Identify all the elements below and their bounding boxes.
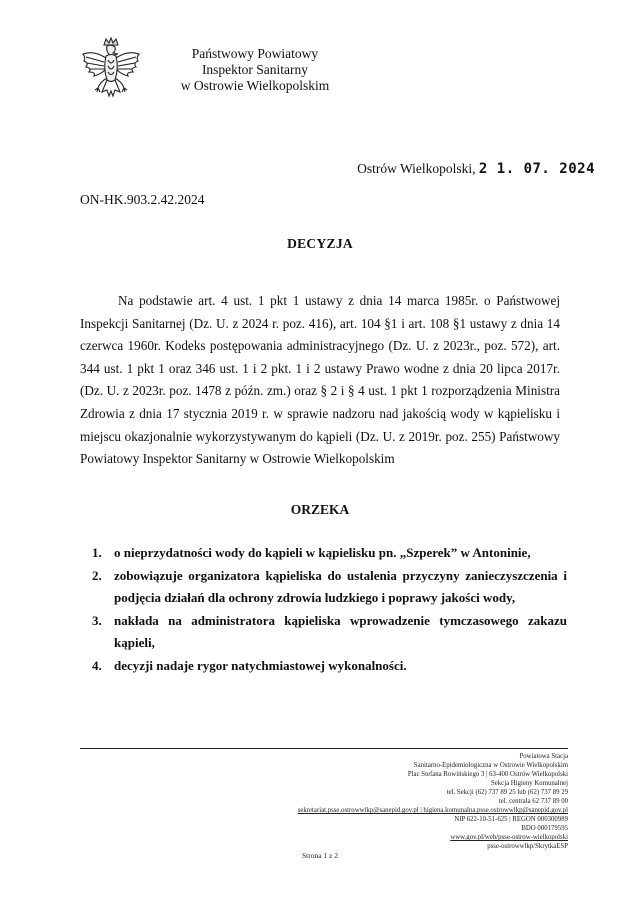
item-number: 4. xyxy=(92,657,102,673)
footer-contact xyxy=(268,752,568,851)
ruling-heading: ORZEKA xyxy=(290,502,350,517)
place-and-date xyxy=(357,161,595,177)
list-item xyxy=(92,610,567,655)
email-links[interactable]: sekretariat.psse.ostrowwlkp@sanepid.gov.pl | higiena.komunalna.psse.ostrowwlkp@sanepid.gov.pl xyxy=(297,807,568,814)
item-text: o nieprzydatności wody do kąpieli w kąpielisku pn. „Szperek” w Antoninie, xyxy=(114,545,531,560)
issuing-authority xyxy=(160,46,350,94)
authority-line: w Ostrowie Wielkopolskim xyxy=(180,78,330,93)
item-text: nakłada na administratora kąpieliska wprowadzenie tymczasowego zakazu kąpieli, xyxy=(114,612,567,650)
station-full-name: Sanitarno-Epidemiologiczna w Ostrowie Wielkopolskim xyxy=(413,762,568,769)
central-phone: tel. centrala 62 737 89 00 xyxy=(498,798,568,805)
reference-number: ON-HK.903.2.42.2024 xyxy=(80,192,205,207)
polish-eagle-emblem-icon xyxy=(80,36,142,102)
item-text: zobowiązuje organizatora kąpieliska do ustalenia przyczyny zanieczyszczenia i podjęcia działań dla ochrony zdrowia ludzkiego i poprawy jakości wody, xyxy=(114,567,567,605)
item-number: 1. xyxy=(92,545,102,560)
item-number: 2. xyxy=(92,567,102,583)
station-address: Plac Stefana Rowińskiego 3 | 63-400 Ostrów Wielkopolski xyxy=(407,771,568,778)
list-item xyxy=(92,565,567,610)
document-title: DECYZJA xyxy=(287,236,353,251)
item-number: 3. xyxy=(92,612,102,628)
list-item xyxy=(92,655,567,678)
item-text: decyzji nadaje rygor natychmiastowej wykonalności. xyxy=(114,657,407,673)
authority-line: Inspektor Sanitarny xyxy=(201,62,309,77)
website-link[interactable]: www.gov.pl/web/psse-ostrow-wielkopolski xyxy=(450,834,568,841)
legal-basis-paragraph: Na podstawie art. 4 ust. 1 pkt 1 ustawy z dnia 14 marca 1985r. o Państwowej Inspekcji Sanitarnej (Dz. U. z 2024 r. poz. 416), art. 104 §1 i art. 108 §1 ustawy z dnia 14 czerwca 1960r. Kodeks postępowania administracyjnego (Dz. U. z 2023r., poz. 572), art. 344 ust. 1 pkt 1 oraz 346 ust. 1 i 2 pkt. 1 i 2 ustawy Prawo wodne z dnia 20 lipca 2017r. (Dz. U. z 2023r. poz. 1478 z późn. zm.) oraz § 2 i § 4 ust. 1 pkt 1 rozporządzenia Ministra Zdrowia z dnia 17 stycznia 2019 r. w sprawie nadzoru nad jakością wody w kąpielisku i miejscu okazjonalnie wykorzystywanym do kąpieli (Dz. U. z 2019r. poz. 255) Państwowy Powiatowy Inspektor Sanitarny w Ostrowie Wielkopolskim xyxy=(80,293,560,467)
date-stamp: 2 1. 07. 2024 xyxy=(478,161,595,177)
bdo-number: BDO 000179595 xyxy=(521,825,568,832)
nip-regon: NIP 622-10-51-625 | REGON 000300989 xyxy=(454,816,568,823)
section-phone: tel. Sekcji (62) 737 89 25 lub (62) 737 89 29 xyxy=(446,789,568,796)
authority-line: Państwowy Powiatowy xyxy=(191,46,319,61)
epuap-box: psse-ostrowwlkp/SkrytkaESP xyxy=(487,843,568,850)
page-number: Strona 1 z 2 xyxy=(301,851,339,860)
footer-divider xyxy=(80,748,568,749)
section-name: Sekcja Higieny Komunalnej xyxy=(490,780,568,787)
station-name: Powiatowa Stacja xyxy=(519,753,568,760)
list-item xyxy=(92,542,567,565)
place: Ostrów Wielkopolski, xyxy=(357,161,476,176)
ruling-list xyxy=(92,542,567,677)
